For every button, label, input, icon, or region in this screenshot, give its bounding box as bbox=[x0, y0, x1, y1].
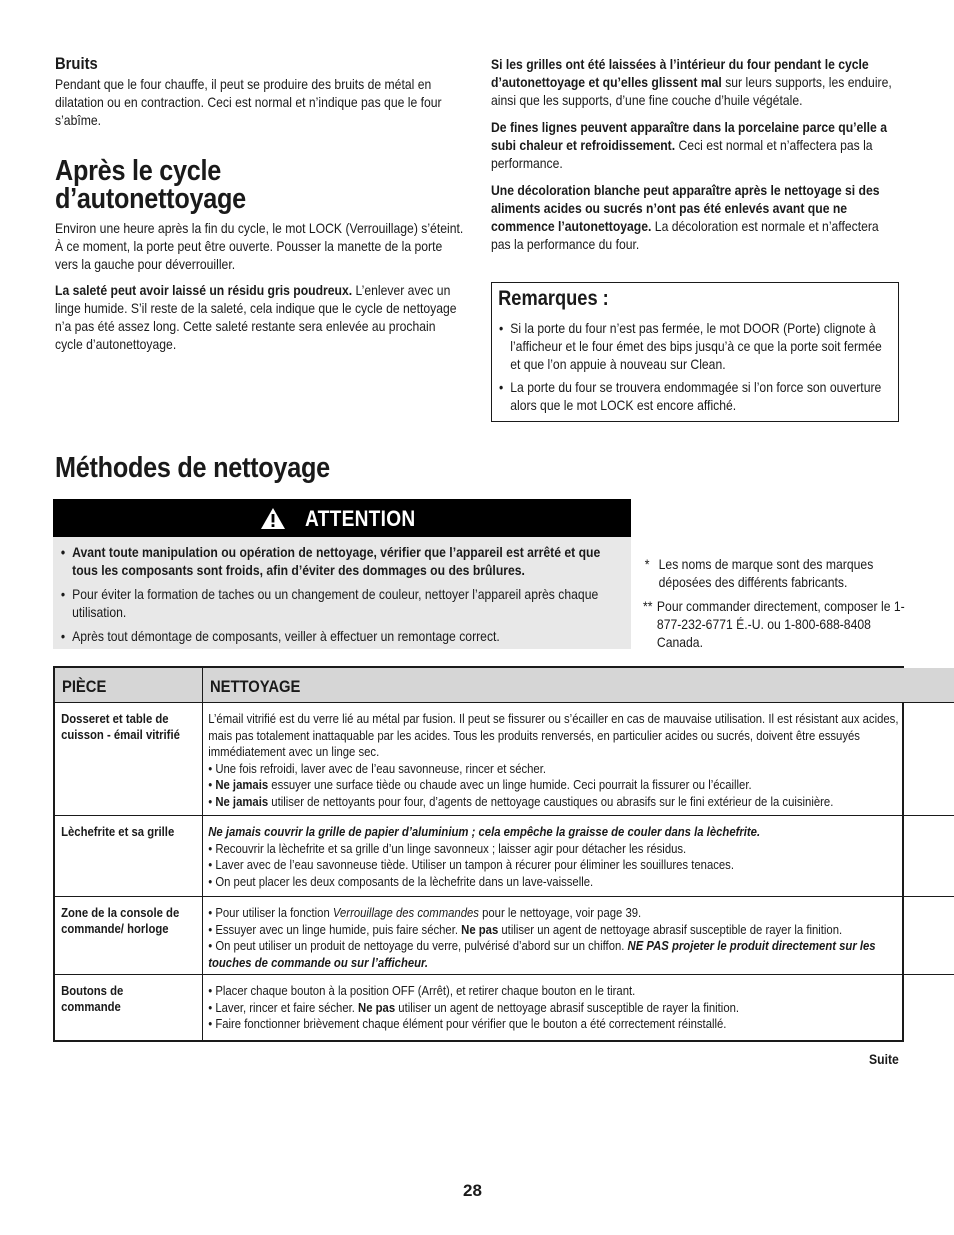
row-nettoyage bbox=[203, 703, 922, 810]
table-row bbox=[55, 897, 954, 975]
footnotes bbox=[643, 555, 953, 657]
attention-item: • Pour éviter la formation de taches ou un changement de couleur, nettoyer l’appareil après chaque utilisation. bbox=[60, 585, 626, 621]
row-nettoyage bbox=[203, 897, 922, 971]
remarques-item: • Si la porte du four n’est pas fermée, le mot DOOR (Porte) clignote à l’afficheur et le four émet des bips jusqu’à ce que la porte soit fermée et que l’on appuie à nouveau sur Clean. bbox=[498, 319, 889, 373]
row-bullet: • Recouvrir la lèchefrite et sa grille d’un linge savonneux ; laisser agir pour détacher les résidus. bbox=[208, 840, 687, 856]
porcelaine-paragraph bbox=[491, 118, 900, 172]
bruits-heading: Bruits bbox=[55, 54, 98, 73]
grilles-paragraph bbox=[491, 55, 900, 109]
apres-p2-bold: La saleté peut avoir laissé un résidu gris poudreux. bbox=[55, 282, 353, 298]
left-column bbox=[55, 55, 525, 361]
grilles-rest: sur leurs supports, les enduire, ainsi que les supports, d’une fine couche d’huile végétale. bbox=[491, 74, 892, 108]
row-bullet: • Ne jamais essuyer une surface tiède ou chaude avec un linge humide. Ceci pourrait la fissurer ou l’écailler. bbox=[208, 777, 752, 792]
row-bullet: • Placer chaque bouton à la position OFF (Arrêt), et retirer chaque bouton en le tirant. bbox=[208, 983, 636, 998]
attention-item: • Après tout démontage de composants, veiller à effectuer un remontage correct. bbox=[60, 627, 626, 645]
attention-item: • Avant toute manipulation ou opération de nettoyage, vérifier que l’appareil est arrêté et que tous les composants sont froids, afin d’éviter des dommages ou des brûlures. bbox=[60, 543, 626, 579]
row-piece: Dosseret et table de cuisson - émail vitrifié bbox=[61, 711, 180, 742]
apres-p2-rest: L’enlever avec un linge humide. S’il reste de la saleté, cela indique que le cycle de nettoyage n’a pas été assez long. Cette saleté restante sera enlevée au prochain cycle d’autonettoyage. bbox=[55, 282, 457, 352]
grilles-bold: Si les grilles ont été laissées à l’intérieur du four pendant le cycle d’autonettoyage et qu’elles glissent mal bbox=[491, 56, 869, 90]
footnote-text: Les noms de marque sont des marques déposées des différents fabricants. bbox=[658, 556, 874, 590]
methodes-heading: Méthodes de nettoyage bbox=[55, 452, 330, 484]
page-number: 28 bbox=[463, 1181, 482, 1200]
table-row bbox=[55, 975, 954, 1041]
row-bullet: • Faire fonctionner brièvement chaque élément pour vérifier que le bouton a été correctement réinstallé. bbox=[208, 1016, 727, 1031]
row-intro: L’émail vitrifié est du verre lié au métal par fusion. Il peut se fissurer ou s’écailler en cas de mauvaise utilisation. Il est résistant aux acides, mais pas totalement inattaquable par les acides. Tous les produits renversés, en particulier acides ou sucrés, doivent être essuyés immédiatement avec un linge sec. bbox=[208, 711, 899, 759]
row-intro: Ne jamais couvrir la grille de papier d’aluminium ; cela empêche la graisse de couler dans la lèchefrite. bbox=[208, 824, 761, 839]
decoloration-paragraph bbox=[491, 181, 900, 253]
footnote-mark: ** bbox=[643, 598, 653, 614]
footnote-text: Pour commander directement, composer le 1-877-232-6771 É.-U. ou 1-800-688-8408 Canada. bbox=[656, 598, 905, 650]
remarques-item: • La porte du four se trouvera endommagée si l’on force son ouverture alors que le mot LOCK est encore affiché. bbox=[498, 378, 889, 414]
row-bullet: • Une fois refroidi, laver avec de l’eau savonneuse, rincer et sécher. bbox=[208, 760, 547, 776]
row-bullet: • Ne jamais utiliser de nettoyants pour four, d’agents de nettoyage caustiques ou abrasifs sur le fini extérieur de la cuisinière. bbox=[208, 793, 834, 809]
attention-box bbox=[53, 499, 631, 649]
row-bullet: • Laver avec de l’eau savonneuse tiède. Utiliser un tampon à récurer pour éliminer les souillures tenaces. bbox=[208, 857, 734, 872]
bruits-text: Pendant que le four chauffe, il peut se produire des bruits de métal en dilatation ou en contraction. Ceci est normal et n’indique pas que le four s’abîme. bbox=[55, 76, 442, 128]
porcelaine-rest: Ceci est normal et n’affectera pas la performance. bbox=[491, 137, 873, 171]
attention-bar bbox=[53, 499, 631, 537]
table-header-row bbox=[55, 668, 954, 703]
row-bullet: • Laver, rincer et faire sécher. Ne pas utiliser un agent de nettoyage abrasif susceptible de rayer la finition. bbox=[208, 999, 740, 1015]
suite-label: Suite bbox=[869, 1051, 899, 1067]
remarques-box bbox=[491, 282, 899, 422]
apres-paragraph-1: Environ une heure après la fin du cycle, le mot LOCK (Verrouillage) s’éteint. À ce moment, la porte peut être ouverte. Pousser la manette de la porte vers la gauche pour déverrouiller. bbox=[55, 220, 464, 272]
row-bullet: • On peut placer les deux composants de la lèchefrite dans un lave-vaisselle. bbox=[208, 873, 594, 889]
apres-heading bbox=[55, 157, 464, 213]
decoloration-rest: La décoloration est normale et n’affectera pas la performance du four. bbox=[491, 218, 879, 252]
attention-label: ATTENTION bbox=[305, 506, 416, 531]
footnote-mark: * bbox=[644, 556, 650, 572]
row-piece: Lèchefrite et sa grille bbox=[61, 824, 175, 839]
row-bullet: • Pour utiliser la fonction Verrouillage des commandes pour le nettoyage, voir page 39. bbox=[208, 905, 642, 920]
warning-triangle-icon bbox=[260, 507, 286, 530]
table-row bbox=[55, 703, 954, 816]
apres-heading-line2: d’autonettoyage bbox=[55, 183, 246, 215]
decoloration-bold: Une décoloration blanche peut apparaître après le nettoyage si des aliments acides ou sucrés n’ont pas été enlevés avant que ne commence l’autonettoyage. bbox=[491, 182, 880, 234]
cleaning-table bbox=[53, 666, 904, 1042]
row-nettoyage bbox=[203, 975, 922, 1033]
apres-heading-line1: Après le cycle bbox=[55, 155, 222, 187]
row-bullet: • On peut utiliser un produit de nettoyage du verre, pulvérisé d’abord sur un chiffon. NE PAS projeter le produit directement sur les touches de commande ou sur l’afficheur. bbox=[208, 938, 876, 970]
header-piece: PIÈCE bbox=[55, 668, 203, 703]
row-piece: Zone de la console de commande/ horloge bbox=[61, 905, 180, 936]
row-piece: Boutons de commande bbox=[61, 983, 124, 1014]
header-nettoyage: NETTOYAGE bbox=[203, 668, 954, 703]
apres-paragraph-2 bbox=[55, 281, 464, 353]
table-row bbox=[55, 816, 954, 897]
row-bullet: • Essuyer avec un linge humide, puis faire sécher. Ne pas utiliser un agent de nettoyage abrasif susceptible de rayer la finition. bbox=[208, 921, 843, 937]
right-column bbox=[491, 55, 954, 261]
remarques-title: Remarques : bbox=[498, 287, 609, 310]
row-nettoyage bbox=[203, 816, 922, 890]
footnote bbox=[643, 555, 913, 591]
porcelaine-bold: De fines lignes peuvent apparaître dans la porcelaine parce qu’elle a subi chaleur et refroidissement. bbox=[491, 119, 887, 153]
footnote bbox=[643, 597, 913, 651]
